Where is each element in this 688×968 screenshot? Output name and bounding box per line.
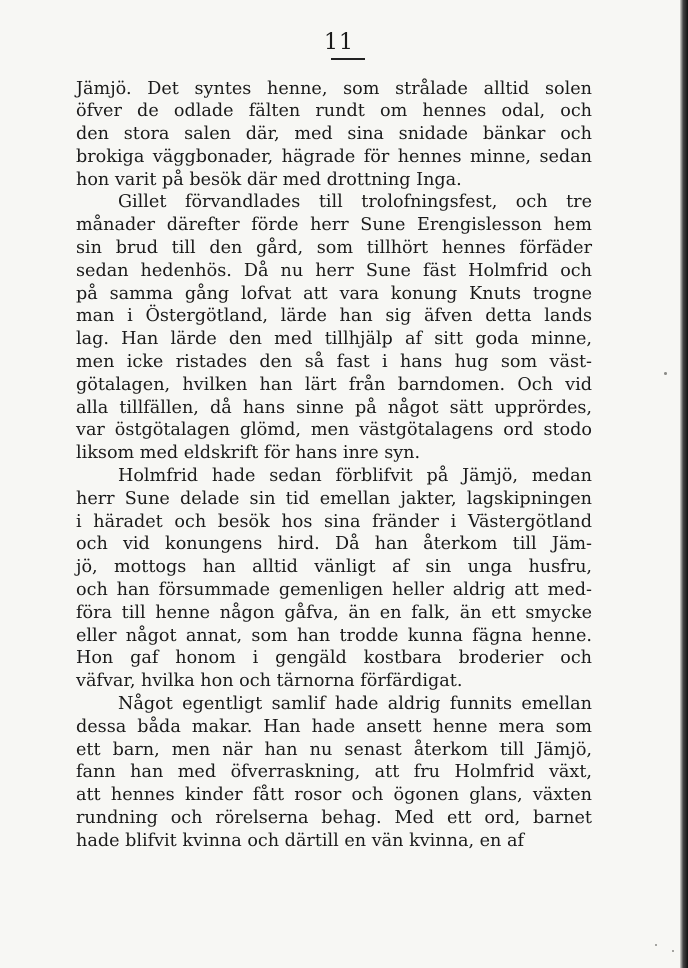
text-line: jö, mottogs han alltid vänligt af sin unga husfru, xyxy=(76,557,592,578)
paragraph xyxy=(76,465,592,693)
book-page xyxy=(76,28,592,853)
text-line: väfvar, hvilka hon och tärnorna förfärdigat. xyxy=(76,671,463,692)
scan-speck xyxy=(664,372,667,375)
text-line: öfver de odlade fälten rundt om hennes odal, och xyxy=(76,101,592,122)
text-line: och vid konungens hird. Då han återkom till Jäm- xyxy=(76,534,592,555)
text-line: alla tillfällen, då hans sinne på något sätt upprördes, xyxy=(76,397,592,418)
text-line: Hon gaf honom i gengäld kostbara broderier och xyxy=(76,648,592,669)
text-line: Gillet förvandlades till trolofningsfest, och tre xyxy=(118,192,592,213)
page-number-rule xyxy=(331,58,365,60)
text-line: ett barn, men när han nu senast återkom till Jämjö, xyxy=(76,739,592,760)
text-line: sedan hedenhös. Då nu herr Sune fäst Holmfrid och xyxy=(76,260,592,281)
text-line: man i Östergötland, lärde han sig äfven detta lands xyxy=(76,306,592,327)
scan-speck xyxy=(672,950,674,952)
text-line: rundning och rörelserna behag. Med ett ord, barnet xyxy=(76,808,592,828)
text-line: men icke ristades den så fast i hans hug som väst- xyxy=(76,352,592,373)
text-line: den stora salen där, med sina snidade bänkar och xyxy=(76,124,592,145)
text-line: föra till henne någon gåfva, än en falk, än ett smycke xyxy=(76,602,592,623)
text-line: herr Sune delade sin tid emellan jakter, lagskipningen xyxy=(76,488,592,509)
page-number: 11 xyxy=(324,30,354,55)
text-line: månader därefter förde herr Sune Erengislesson hem xyxy=(76,215,592,236)
text-line: var östgötalagen glömd, men västgötalagens ord stodo xyxy=(76,420,592,441)
text-line: lag. Han lärde den med tillhjälp af sitt goda minne, xyxy=(76,329,592,350)
text-line: hade blifvit kvinna och därtill en vän kvinna, en af xyxy=(76,830,524,851)
text-line: eller något annat, som han trodde kunna fägna henne. xyxy=(76,625,592,646)
text-line: liksom med eldskrift för hans inre syn. xyxy=(76,443,421,464)
text-line: fann han med öfverraskning, att fru Holmfrid växt, xyxy=(76,762,592,783)
text-line: i häradet och besök hos sina fränder i Västergötland xyxy=(76,511,592,532)
paragraph xyxy=(76,191,592,465)
text-line: och han försummade gemenligen heller aldrig att med- xyxy=(76,580,592,601)
text-line: Jämjö. Det syntes henne, som strålade alltid solen xyxy=(76,78,592,99)
text-line: götalagen, hvilken han lärt från barndomen. Och vid xyxy=(76,374,592,395)
text-line: att hennes kinder fått rosor och ögonen glans, växten xyxy=(76,785,592,806)
text-line: Holmfrid hade sedan förblifvit på Jämjö, medan xyxy=(118,466,592,487)
text-line: brokiga väggbonader, hägrade för hennes minne, sedan xyxy=(76,146,592,167)
text-line: hon varit på besök där med drottning Inga. xyxy=(76,169,462,190)
text-line: dessa båda makar. Han hade ansett henne mera som xyxy=(76,716,592,737)
text-line: på samma gång lofvat att vara konung Knuts trogne xyxy=(76,283,592,304)
text-line: Något egentligt samlif hade aldrig funnits emellan xyxy=(118,694,592,715)
text-line: sin brud till den gård, som tillhört hennes förfäder xyxy=(76,238,592,259)
paragraph xyxy=(76,78,592,192)
body-text xyxy=(76,78,592,853)
paragraph xyxy=(76,693,592,853)
scan-border xyxy=(680,0,688,968)
scan-speck xyxy=(655,944,657,946)
